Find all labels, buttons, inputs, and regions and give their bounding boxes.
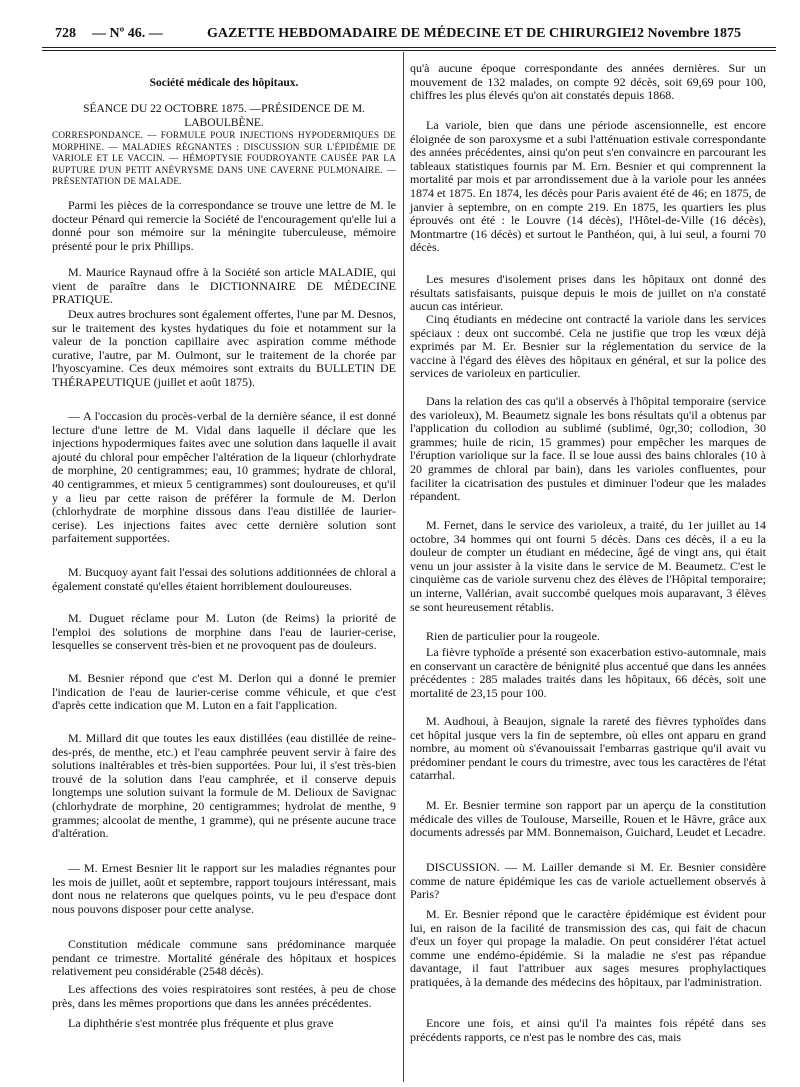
paragraph: La variole, bien que dans une période ascensionnelle, est encore éloignée de son paroxysme et a subi l'atténuation estivale correspondante des années précédentes, ainsi qu'on peut s'en convaincre en parcourant les tableaux statistiques fournis par M. Ern. Besnier et qui comprennent la mortalité par mois et par arrondissement due à la variole pour les années 1874 et 1875. En 1874, les décès pour Paris avaient été de 46; en 1875, de janvier à septembre, on en compte 219. En 1875, les quartiers les plus éprouvés ont été : le Louvre (14 décès), l'Hôtel-de-Ville (16 décès), Montmartre (16 décès) et surtout le Panthéon, qui, à lui seul, a fourni 70 décès. [410,118,766,255]
paragraph: M. Maurice Raynaud offre à la Société son article MALADIE, qui vient de paraître dans le DICTIONNAIRE DE MÉDECINE PRATIQUE. [52,265,396,307]
paragraph: M. Er. Besnier répond que le caractère épidémique est évident pour lui, en raison de la facilité de transmission des cas, qui fait de chacun d'eux un foyer qui propage la maladie. On peut considérer l'état actuel comme une endémo-épidémie. Si la maladie ne s'est pas répandue davantage, il faut l'attribuer aux sages mesures prophylactiques pratiquées, à la demande des médecins des hôpitaux, par l'administration. [410,907,766,989]
paragraph: qu'à aucune époque correspondante des années dernières. Sur un mouvement de 132 malades, on compte 92 décès, soit 69,69 pour 100, chiffres les plus élevés qu'on ait constatés depuis 1868. [410,61,766,103]
paragraph: La fièvre typhoïde a présenté son exacerbation estivo-automnale, mais en conservant un caractère de bénignité plus accentué que dans les années précédentes : 285 malades traités dans les hôpitaux, 66 décès, soit une mortalité de 23,15 pour 100. [410,645,766,700]
paragraph: Rien de particulier pour la rougeole. [426,629,600,643]
page-number: 728 [55,26,76,41]
journal-title: GAZETTE HEBDOMADAIRE DE MÉDECINE ET DE CHIRURGIE. [207,26,635,41]
paragraph: Constitution médicale commune sans prédominance marquée pendant ce trimestre. Mortalité générale des hôpitaux et hospices relativement peu considérable (2548 décès). [52,937,396,979]
paragraph: — M. Ernest Besnier lit le rapport sur les maladies régnantes pour les mois de juillet, août et septembre, rapport toujours intéressant, mais dont nous ne relaterons que quelques points, vu le peu d'espace dont nous pouvons disposer pour cette analyse. [52,861,396,916]
header-rule-top [42,47,776,48]
running-header [0,0,800,48]
paragraph: La diphthérie s'est montrée plus fréquente et plus grave [68,1016,334,1030]
column-divider [403,52,404,1082]
paragraph: DISCUSSION. — M. Lailler demande si M. Er. Besnier considère comme de nature épidémique les cas de variole actuellement observés à Paris? [410,860,766,902]
issue-date: 12 Novembre 1875 [630,26,741,41]
paragraph: — A l'occasion du procès-verbal de la dernière séance, il est donné lecture d'une lettre de M. Vidal dans laquelle il déclare que les injections hypodermiques faites avec une solution dans laquelle il avait ajouté du chloral pour empêcher l'altération de la liqueur (chlorhydrate de morphine, 20 centigrammes; eau, 10 grammes; hydrate de chloral, 40 centigrammes, et mieux 5 centigrammes) sont douloureuses, et qu'il y a lieu par cette raison de préférer la formule de M. Derlon (chlorhydrate de morphine dissous dans l'eau distillée de laurier-cerise). Les injections faites avec cette dernière solution sont parfaitement supportées. [52,409,396,546]
paragraph: M. Audhoui, à Beaujon, signale la rareté des fièvres typhoïdes dans cet hôpital jusque vers la fin de septembre, où elles ont apparu en grand nombre, au moment où s'évanouissait l'embarras gastrique qu'il avait vu prédominer pendant le cours du trimestre, avec tous les caractères de l'état catarrhal. [410,714,767,783]
paragraph: Cinq étudiants en médecine ont contracté la variole dans les services spéciaux : deux ont succombé. Cela ne justifie que trop les vœux déjà exprimés par M. Er. Besnier sur la réglementation du service de la vaccine à l'égard des élèves des hôpitaux en général, et sur la police des services de varioleux en particulier. [410,312,766,381]
paragraph: M. Millard dit que toutes les eaux distillées (eau distillée de reine-des-prés, de menthe, etc.) et l'eau camphrée peuvent servir à faire des solutions inaltérables et très-bien supportées. Pour lui, il s'est très-bien trouvé de la solution dans l'eau camphrée, et il conserve depuis longtemps une solution suivant la formule de M. Delioux de Savignac (chlorhydrate de morphine, 20 centigrammes; hydrolat de menthe, 9 grammes; alcoolat de menthe, 1 gramme), qui ne présente aucune trace d'altération. [52,731,396,841]
issue-number: — Nº 46. — [92,26,163,41]
society-heading: Société médicale des hôpitaux. [149,77,299,89]
paragraph: M. Besnier répond que c'est M. Derlon qui a donné le premier l'indication de l'eau de laurier-cerise comme véhicule, et que c'est d'après cette indication que M. Luton en a fait l'application. [52,671,396,713]
seance-heading: SÉANCE DU 22 OCTOBRE 1875. —PRÉSIDENCE DE M. LABOULBÈNE. [83,103,365,129]
paragraph: M. Er. Besnier termine son rapport par un aperçu de la constitution médicale des villes de Toulouse, Marseille, Rouen et le Hâvre, grâce aux documents adressés par MM. Bonnemaison, Guichard, Leudet et Lecadre. [410,798,766,840]
paragraph: M. Duguet réclame pour M. Luton (de Reims) la priorité de l'emploi des solutions de morphine dans l'eau de laurier-cerise, lesquelles se conservent très-bien et ne provoquent pas de douleurs. [52,611,396,653]
paragraph: Les mesures d'isolement prises dans les hôpitaux ont donné des résultats satisfaisants, puisque depuis le mois de juillet on n'a constaté aucun cas intérieur. [410,272,766,314]
header-rule-bottom [42,50,776,51]
summary-caption: CORRESPONDANCE. — FORMULE POUR INJECTIONS HYPODERMIQUES DE MORPHINE. — MALADIES RÉGNANTES : DISCUSSION SUR L'ÉPIDÉMIE DE VARIOLE ET LE VACCIN. — HÉMOPTYSIE FOUDROYANTE CAUSÉE PAR LA RUPTURE D'UN PETIT ANÉVRYSME DANS UNE CAVERNE PULMONAIRE. — PRÉSENTATION DE MALADE. [52,130,396,187]
paragraph: Les affections des voies respiratoires sont restées, à peu de chose près, dans les mêmes proportions que dans les années précédentes. [52,982,396,1010]
paragraph: M. Bucquoy ayant fait l'essai des solutions additionnées de chloral a également constaté qu'elles étaient horriblement douloureuses. [52,565,396,593]
paragraph: M. Fernet, dans le service des varioleux, a traité, du 1er juillet au 14 octobre, 34 hommes qui ont fourni 5 décès. Dans ces décès, il a eu la douleur de compter un étudiant en médecine, âgé de vingt ans, qui était venu un jour assister à la visite dans le service de M. Beaumetz. C'est le cinquième cas de variole survenu chez des élèves de l'Hôpital temporaire; un interne, Vallérian, avait succombé quelques mois auparavant, 3 élèves se sont heureusement rétablis. [410,518,766,614]
paragraph: Parmi les pièces de la correspondance se trouve une lettre de M. le docteur Pénard qui remercie la Société de l'encouragement qu'elle lui a donné pour son mémoire sur la méningite tuberculeuse, mémoire présenté pour le prix Phillips. [52,198,396,253]
paragraph: Deux autres brochures sont également offertes, l'une par M. Desnos, sur le traitement des kystes hydatiques du foie et notamment sur la valeur de la ponction capillaire avec aspiration comme méthode curative, l'autre, par M. Oulmont, sur le traitement de la chorée par l'hyoscyamine. Ces deux mémoires sont extraits du BULLETIN DE THÉRAPEUTIQUE (juillet et août 1875). [52,307,396,389]
paragraph: Dans la relation des cas qu'il a observés à l'hôpital temporaire (service des varioleux), M. Beaumetz signale les bons résultats qu'il a obtenus par l'application du collodion au sublimé (sublimé, 0gr,30; collodion, 30 grammes; huile de ricin, 15 grammes) pour empêcher les marques de l'éruption variolique sur la face. Il se loue aussi des bains chlorales (10 à 20 grammes de chloral par bain), dans les varioles confluentes, pour faciliter la cicatrisation des pustules et diminuer l'odeur que les malades répandent. [410,394,766,504]
paragraph: Encore une fois, et ainsi qu'il l'a maintes fois répété dans ses précédents rapports, ce n'est pas le nombre des cas, mais [410,1016,766,1044]
